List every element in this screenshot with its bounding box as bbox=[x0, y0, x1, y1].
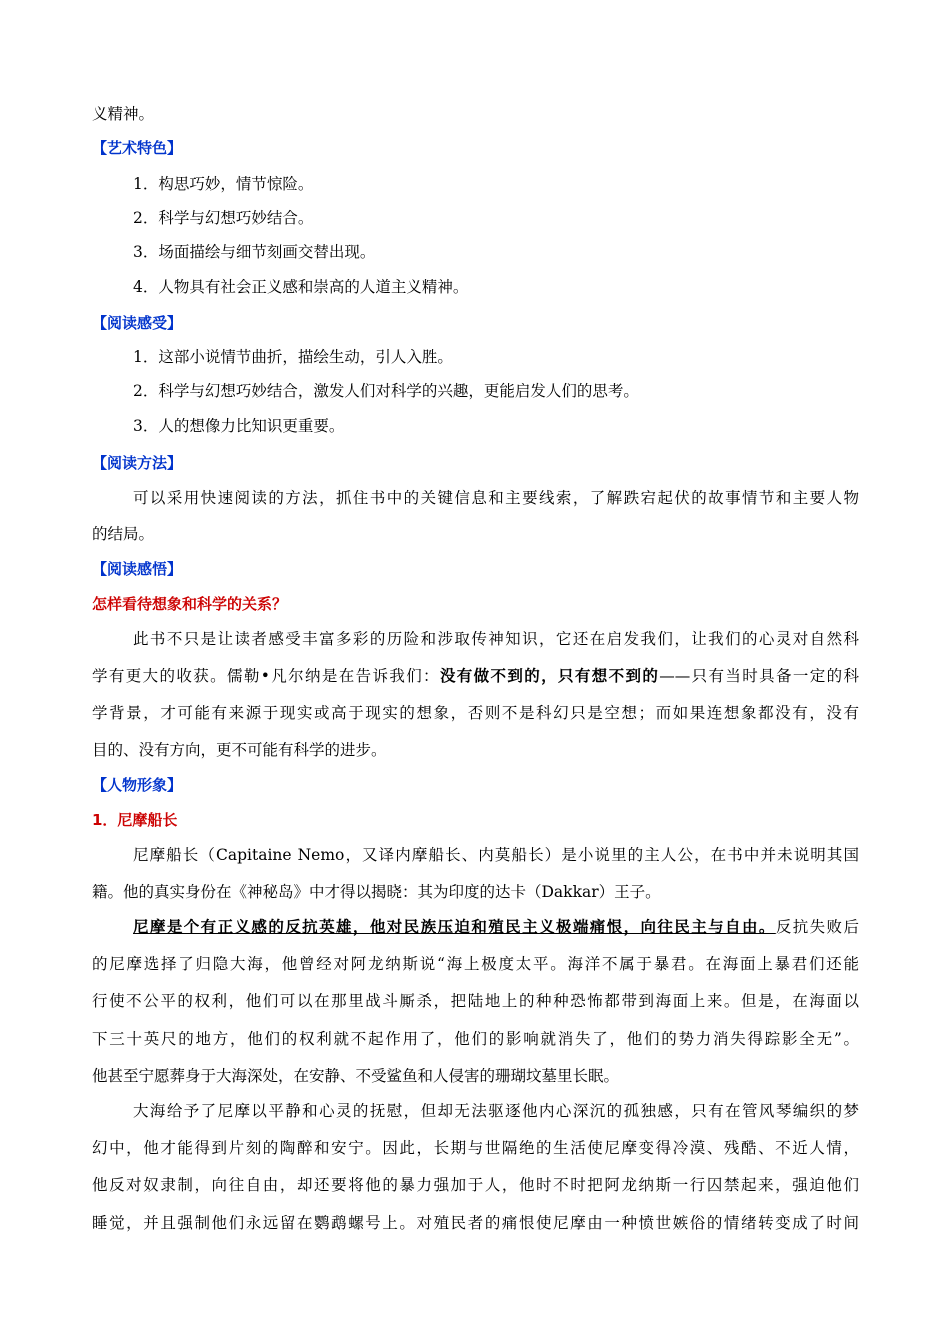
art-feature-item: 2．科学与幻想巧妙结合。 bbox=[133, 209, 314, 227]
character-paragraph-line bbox=[133, 917, 859, 937]
character-paragraph-line: 尼摩船长（Capitaine Nemo，又译内摩船长、内莫船长）是小说里的主人公，在书中并未说明其国 bbox=[133, 846, 859, 864]
insight-question: 怎样看待想象和科学的关系？ bbox=[92, 595, 288, 613]
reading-insight-heading: 【阅读感悟】 bbox=[92, 560, 183, 578]
character-paragraph-line: 行使不公平的权利，他们可以在那里战斗厮杀，把陆地上的种种恐怖都带到海面上来。但是，在海面以 bbox=[92, 992, 859, 1010]
character-paragraph-line: 睡觉，并且强制他们永远留在鹦鹉螺号上。对殖民者的痛恨使尼摩由一种愤世嫉俗的情绪转变成了时间 bbox=[92, 1214, 859, 1232]
character-text: 反抗失败后 bbox=[775, 918, 859, 936]
character-key-sentence: 尼摩是个有正义感的反抗英雄，他对民族压迫和殖民主义极端痛恨，向往民主与自由。 bbox=[133, 918, 776, 936]
reading-feel-heading: 【阅读感受】 bbox=[92, 314, 183, 332]
insight-paragraph-line: 目的、没有方向，更不可能有科学的进步。 bbox=[92, 741, 387, 759]
reading-method-text: 的结局。 bbox=[92, 525, 155, 543]
character-paragraph-line: 他反对奴隶制，向往自由，却还要将他的暴力强加于人，他时不时把阿龙纳斯一行囚禁起来，强迫他们 bbox=[92, 1176, 859, 1194]
character-paragraph-line: 籍。他的真实身份在《神秘岛》中才得以揭晓：其为印度的达卡（Dakkar）王子。 bbox=[92, 883, 661, 901]
reading-feel-item: 3．人的想像力比知识更重要。 bbox=[133, 417, 345, 435]
character-paragraph-line: 大海给予了尼摩以平静和心灵的抚慰，但却无法驱逐他内心深沉的孤独感，只有在管风琴编织的梦 bbox=[133, 1102, 859, 1120]
reading-feel-item: 1．这部小说情节曲折，描绘生动，引人入胜。 bbox=[133, 348, 453, 366]
art-feature-item: 4．人物具有社会正义感和崇高的人道主义精神。 bbox=[133, 278, 469, 296]
character-paragraph-line: 的尼摩选择了归隐大海，他曾经对阿龙纳斯说“海上极度太平。海洋不属于暴君。在海面上暴君们还能 bbox=[92, 955, 859, 973]
character-paragraph-line: 下三十英尺的地方，他们的权利就不起作用了，他们的影响就消失了，他们的势力消失得踪影全无”。 bbox=[92, 1030, 859, 1048]
art-features-heading: 【艺术特色】 bbox=[92, 139, 183, 157]
character-paragraph-line: 他甚至宁愿葬身于大海深处，在安静、不受鲨鱼和人侵害的珊瑚坟墓里长眠。 bbox=[92, 1067, 620, 1085]
reading-feel-item: 2．科学与幻想巧妙结合，激发人们对科学的兴趣，更能启发人们的思考。 bbox=[133, 382, 639, 400]
character-name: 1．尼摩船长 bbox=[92, 811, 178, 829]
art-feature-item: 3．场面描绘与细节刻画交替出现。 bbox=[133, 243, 376, 261]
insight-text: ——只有当时具备一定的科 bbox=[659, 667, 859, 685]
intro-tail-text: 义精神。 bbox=[92, 105, 155, 123]
insight-text: 学有更大的收获。儒勒•凡尔纳是在告诉我们： bbox=[92, 667, 440, 685]
insight-paragraph-line: 学背景，才可能有来源于现实或高于现实的想象，否则不是科幻只是空想；而如果连想象都没有，没有 bbox=[92, 704, 859, 722]
insight-paragraph-line bbox=[92, 666, 859, 686]
art-feature-item: 1．构思巧妙，情节惊险。 bbox=[133, 175, 314, 193]
reading-method-text: 可以采用快速阅读的方法，抓住书中的关键信息和主要线索，了解跌宕起伏的故事情节和主要人物 bbox=[133, 489, 859, 507]
character-paragraph-line: 幻中，他才能得到片刻的陶醉和安宁。因此，长期与世隔绝的生活使尼摩变得冷漠、残酷、不近人情， bbox=[92, 1139, 859, 1157]
insight-paragraph-line: 此书不只是让读者感受丰富多彩的历险和涉取传神知识，它还在启发我们，让我们的心灵对自然科 bbox=[133, 630, 859, 648]
reading-method-heading: 【阅读方法】 bbox=[92, 454, 183, 472]
insight-key-quote: 没有做不到的，只有想不到的 bbox=[439, 667, 660, 685]
character-heading: 【人物形象】 bbox=[92, 776, 183, 794]
